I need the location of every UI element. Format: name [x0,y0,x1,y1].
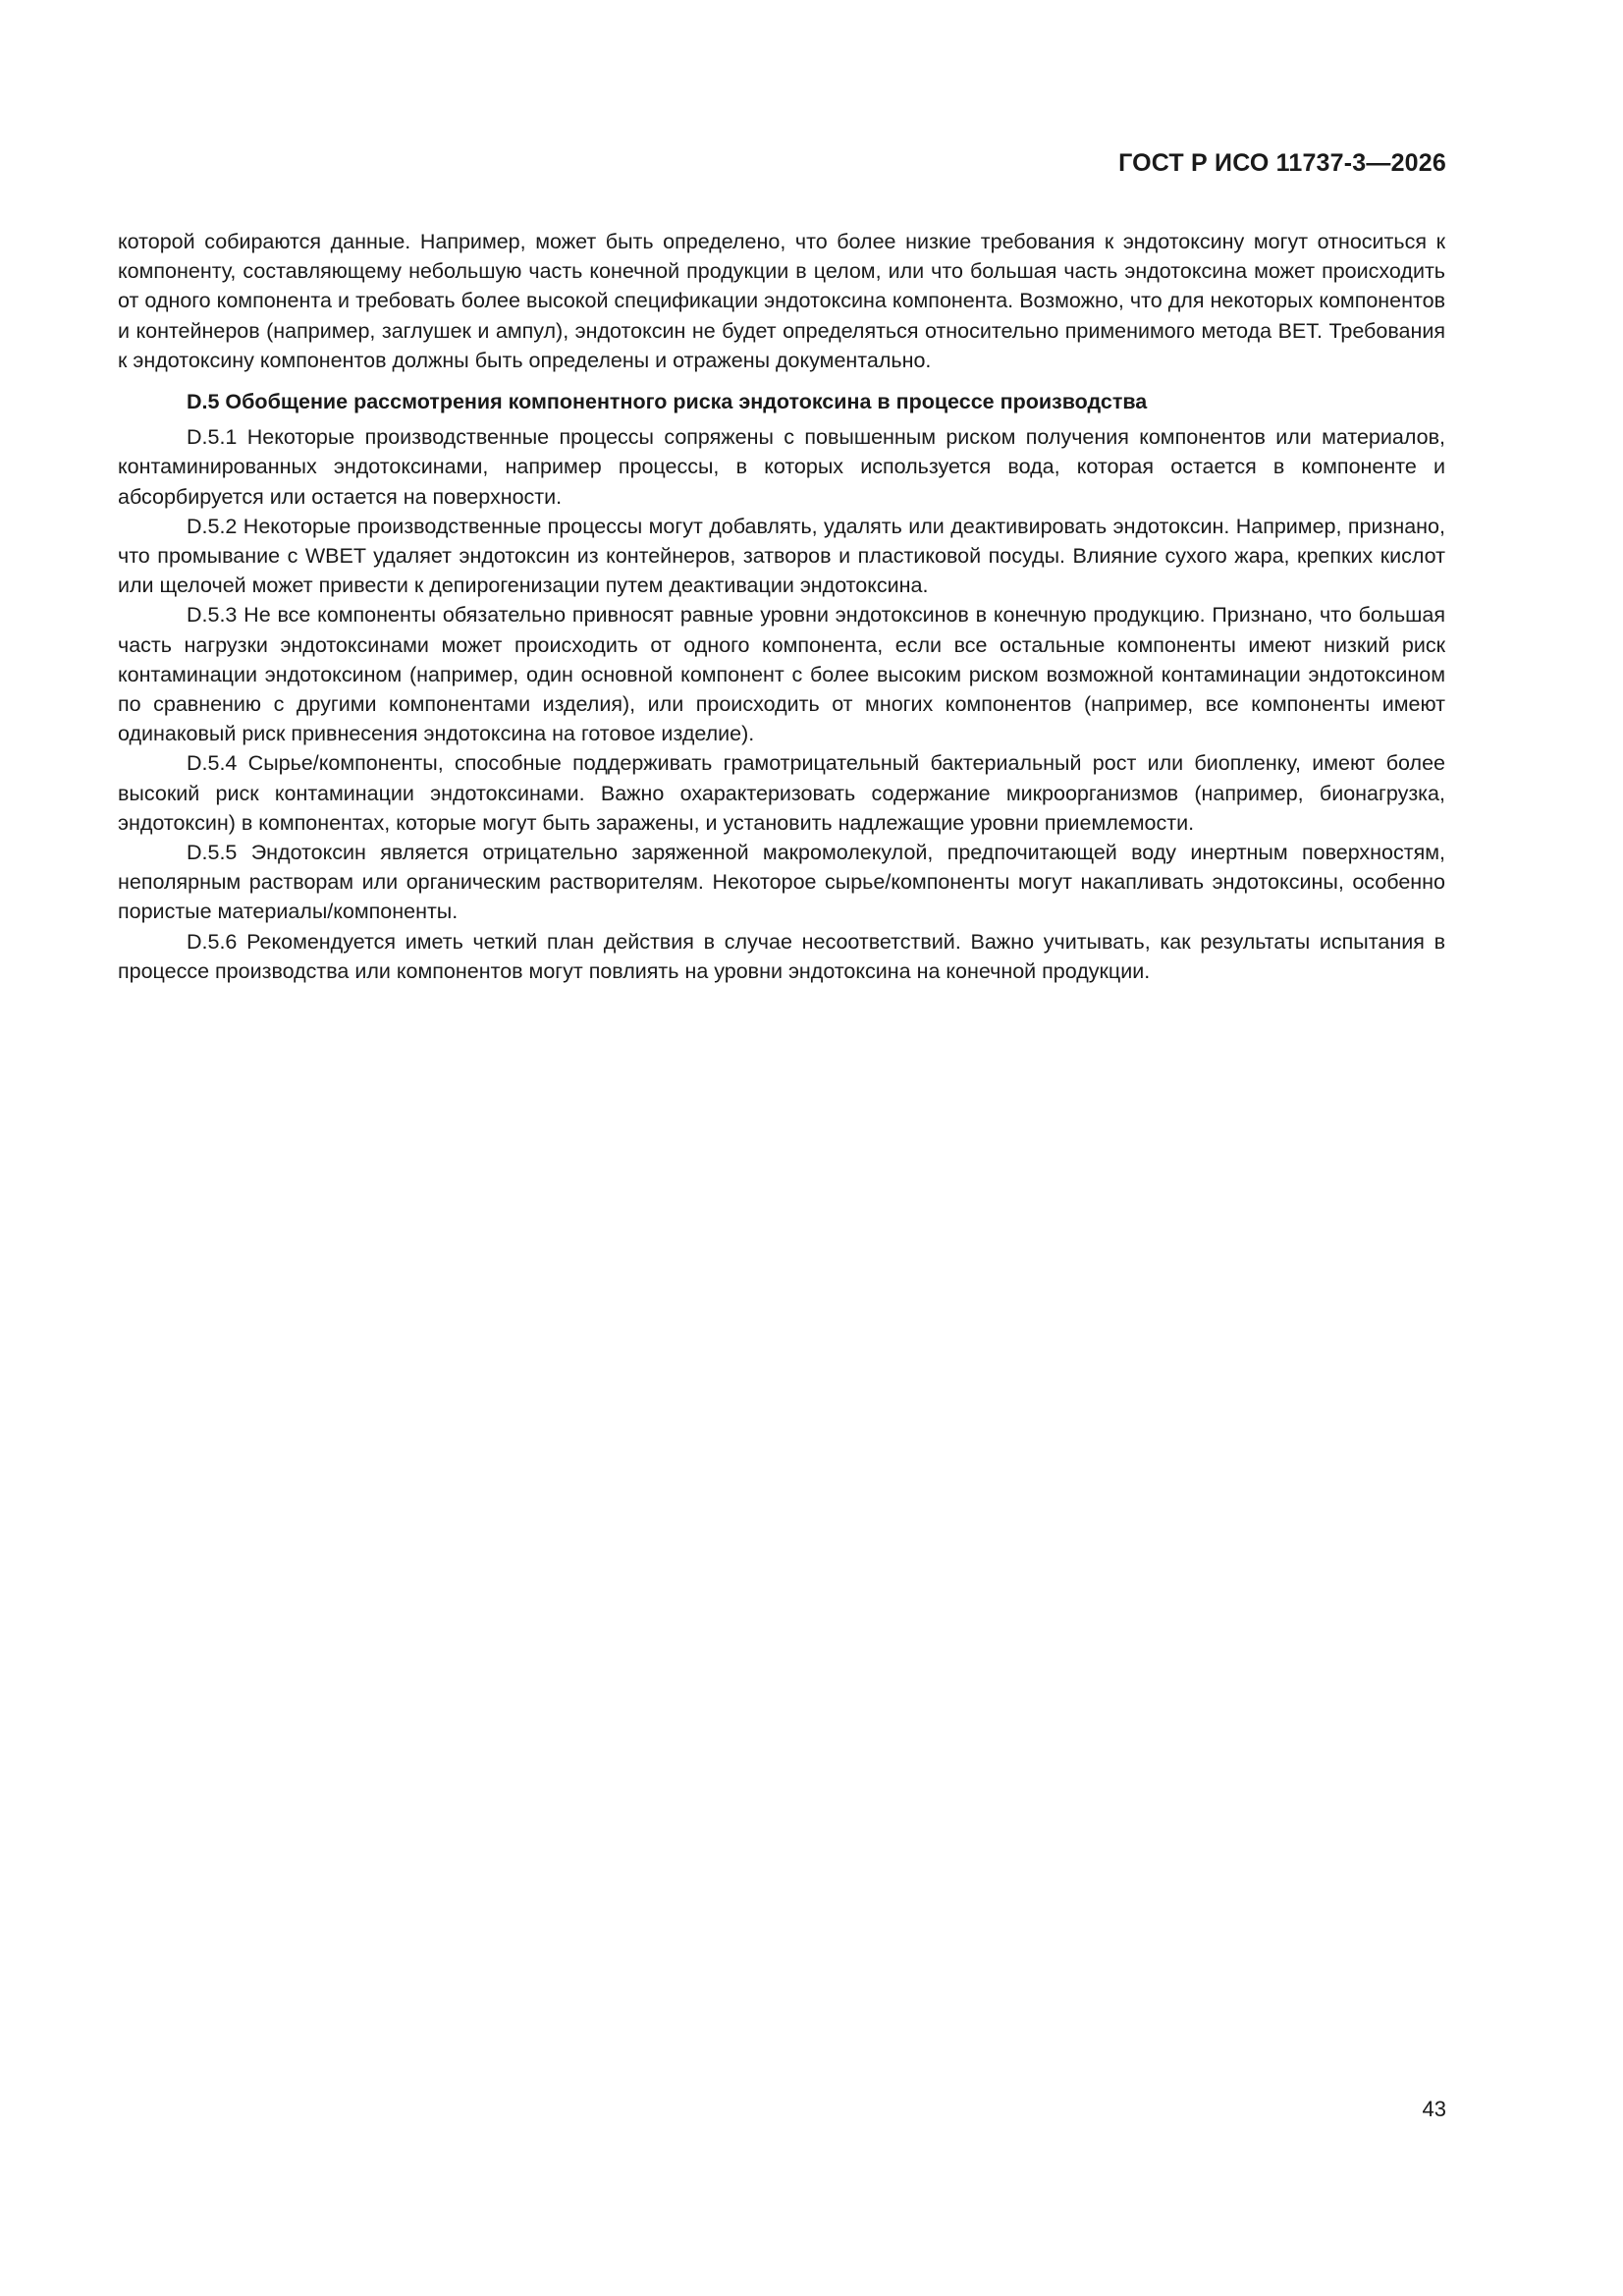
paragraph-d-5-5: D.5.5 Эндотоксин является отрицательно заряженной макромолекулой, предпочитающей воду инертным поверхностям, неполярным растворам или органическим растворителям. Некоторое сырье/компоненты могут накапливать эндотоксины, особенно пористые материалы/компоненты. [118,841,1445,924]
page-number: 43 [1422,2097,1446,2121]
paragraph-d-5-2: D.5.2 Некоторые производственные процессы могут добавлять, удалять или деактивировать эндотоксин. Например, признано, что промывание с WBET удаляет эндотоксин из контейнеров, затворов и пластиковой посуды. Влияние сухого жара, крепких кислот или щелочей может привести к депирогенизации путем деактивации эндотоксина. [118,514,1445,598]
paragraph-d-5-1: D.5.1 Некоторые производственные процессы сопряжены с повышенным риском получения компонентов или материалов, контаминированных эндотоксинами, например процессы, в которых используется вода, которая остается в компоненте и абсорбируется или остается на поверхности. [118,425,1445,509]
document-body [118,227,1445,986]
continuation-paragraph: которой собираются данные. Например, может быть определено, что более низкие требования к эндотоксину могут относиться к компоненту, составляющему небольшую часть конечной продукции в целом, или что большая часть эндотоксина может происходить от одного компонента и требовать более высокой спецификации эндотоксина компонента. Возможно, что для некоторых компонентов и контейнеров (например, заглушек и ампул), эндотоксин не будет определяться относительно применимого метода ВЕТ. Требования к эндотоксину компонентов должны быть определены и отражены документально. [118,230,1445,372]
section-heading: D.5 Обобщение рассмотрения компонентного риска эндотоксина в процессе производства [187,390,1148,414]
paragraph-d-5-4: D.5.4 Сырье/компоненты, способные поддерживать грамотрицательный бактериальный рост или биопленку, имеют более высокий риск контаминации эндотоксинами. Важно охарактеризовать содержание микроорганизмов (например, бионагрузка, эндотоксин) в компонентах, которые могут быть заражены, и установить надлежащие уровни приемлемости. [118,751,1445,835]
paragraph-d-5-3: D.5.3 Не все компоненты обязательно привносят равные уровни эндотоксинов в конечную продукцию. Признано, что большая часть нагрузки эндотоксинами может происходить от одного компонента, если все остальные компоненты имеют низкий риск контаминации эндотоксином (например, один основной компонент с более высоким риском возможной контаминации эндотоксином по сравнению с другими компонентами изделия), или происходить от многих компонентов (например, все компоненты имеют одинаковый риск привнесения эндотоксина на готовое изделие). [118,603,1445,746]
standard-designation: ГОСТ Р ИСО 11737-3—2026 [1118,149,1446,177]
paragraph-d-5-6: D.5.6 Рекомендуется иметь четкий план действия в случае несоответствий. Важно учитывать, как результаты испытания в процессе производства или компонентов могут повлиять на уровни эндотоксина на конечной продукции. [118,929,1445,983]
